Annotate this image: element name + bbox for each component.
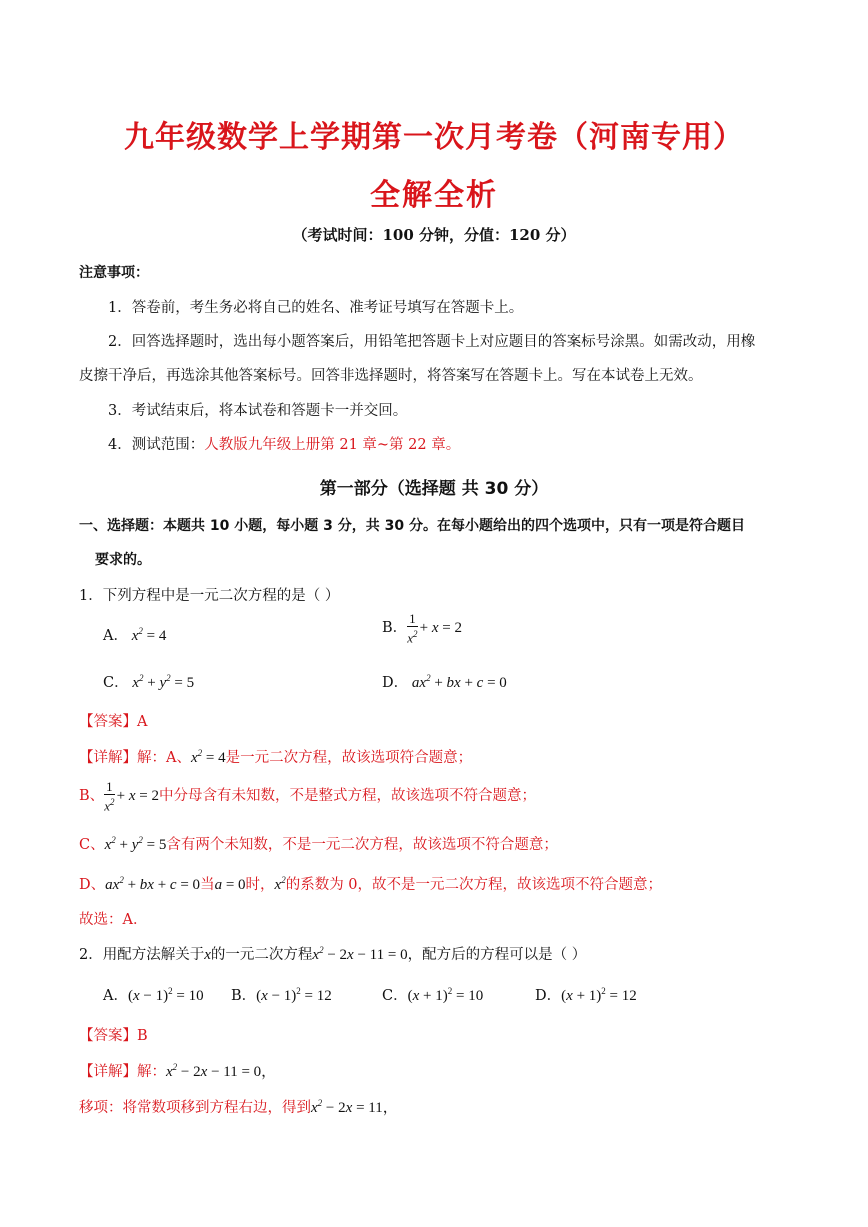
notice-item-3: 3．考试结束后，将本试卷和答题卡一并交回。: [108, 403, 408, 419]
notice-item-1: 1．答卷前，考生务必将自己的姓名、准考证号填写在答题卡上。: [108, 300, 524, 316]
q1-option-b-equation: $\frac{1}{x^2}$ + x = 2: [407, 611, 463, 646]
q2-option-c: [382, 984, 483, 1005]
q1-option-d-equation: $ax^2$ + bx + c = 0: [408, 673, 507, 691]
notice-heading: 注意事项：: [79, 265, 149, 281]
section-intro-line-2: 要求的。: [95, 552, 151, 568]
q2-stem-suffix: ，配方后的方程可以是（ ）: [407, 947, 587, 963]
notice-item-4: [108, 433, 460, 454]
q2-detail: [79, 1060, 276, 1081]
q1-detail-d-equation: $ax^2$ + bx + c = 0: [105, 875, 201, 893]
q1-detail-b-prefix: B、: [79, 788, 105, 805]
q1-conclusion: 故选：A．: [79, 912, 148, 928]
q2-option-a-equation: $(x - 1)^2 = 10$: [127, 986, 204, 1004]
q1-detail-c-equation: $x^2 + y^2 = 5$: [104, 835, 167, 853]
notice-item-2-line-1: 2．回答选择题时，选出每小题答案后，用铅笔把答题卡上对应题目的答案标号涂黑。如需改动，用橡: [108, 334, 756, 350]
q1-detail-b-text: 中分母含有未知数，不是整式方程，故该选项不符合题意；: [159, 788, 537, 805]
section-title: 第一部分（选择题 共 30 分）: [319, 479, 549, 499]
q2-stem-mid: 的一元二次方程: [210, 947, 313, 963]
q2-option-a: [103, 984, 204, 1005]
q1-option-d: [382, 671, 507, 692]
q1-detail-c-prefix: C、: [79, 837, 105, 853]
q2-move-prefix: 移项：将常数项移到方程右边，得到: [79, 1100, 311, 1116]
q1-detail-a-prefix: 解：A、: [137, 750, 191, 766]
test-range: 人教版九年级上册第 21 章~第 22 章。: [204, 437, 461, 453]
q1-detail-d-mid: 时，: [245, 877, 275, 893]
q1-option-c: [103, 671, 194, 692]
q2-option-b: [231, 984, 332, 1005]
q1-detail-c-text: 含有两个未知数，不是一元二次方程，故该选项不符合题意；: [166, 837, 558, 853]
q1-option-b-label: B．: [382, 620, 408, 637]
q2-stem-variable: x: [204, 947, 211, 963]
q1-option-a-equation: $x^2 = 4$: [127, 626, 167, 644]
notice-item-2-line-2: 皮擦干净后，再选涂其他答案标号。回答非选择题时，将答案写在答题卡上。写在本试卷上无效。: [79, 368, 703, 384]
q1-detail-a: [79, 746, 472, 767]
q2-option-a-label: A．: [103, 988, 128, 1004]
q2-option-d-equation: $(x + 1)^2 = 12$: [561, 986, 637, 1004]
q1-detail-d-term: $x^2$: [274, 875, 286, 893]
page-title: 九年级数学上学期第一次月考卷（河南专用）: [124, 120, 744, 155]
q1-answer: 【答案】A: [79, 714, 148, 730]
q2-move-equation: $x^2 - 2x = 11$，: [311, 1098, 398, 1116]
q1-detail-d-text: 的系数为 0，故不是一元二次方程，故该选项不符合题意；: [285, 877, 663, 893]
q1-detail-d: [79, 873, 662, 894]
q1-option-d-label: D．: [382, 675, 409, 691]
q2-option-d: [535, 984, 637, 1005]
q2-option-b-label: B．: [231, 988, 257, 1004]
q1-option-b: [382, 612, 462, 645]
q1-detail-a-text: 是一元二次方程，故该选项符合题意；: [225, 750, 473, 766]
q2-stem-prefix: 2．用配方法解关于: [79, 947, 205, 963]
q1-option-c-equation: $x^2 + y^2 = 5$: [128, 673, 195, 691]
q2-stem: [79, 943, 586, 964]
q1-detail-c: [79, 833, 558, 854]
q1-detail-b: [79, 780, 536, 813]
q1-option-c-label: C．: [103, 675, 129, 691]
q2-answer: 【答案】B: [79, 1028, 148, 1044]
q2-stem-equation: $x^2 - 2x - 11 = 0$: [312, 945, 408, 963]
q2-move-step: [79, 1096, 398, 1117]
q2-option-d-label: D．: [535, 988, 562, 1004]
notice-item-4-prefix: 4．测试范围：: [108, 437, 205, 453]
page-subtitle: 全解全析: [370, 178, 498, 213]
q1-detail-d-condition: a = 0: [214, 877, 246, 893]
q2-detail-label: 【详解】: [79, 1064, 137, 1080]
q2-option-c-label: C．: [382, 988, 408, 1004]
q1-detail-a-equation: $x^2 = 4$: [190, 748, 226, 766]
q1-detail-d-prefix: D、: [79, 877, 106, 893]
q2-detail-equation: $x^2 - 2x - 11 = 0$，: [166, 1062, 277, 1080]
q2-detail-text: 解：: [137, 1064, 166, 1080]
exam-info: （考试时间：100 分钟，分值：120 分）: [292, 226, 576, 244]
q1-detail-label: 【详解】: [79, 750, 137, 766]
q2-option-b-equation: $(x - 1)^2 = 12$: [256, 986, 332, 1004]
q1-detail-d-when: 当: [200, 877, 215, 893]
section-intro-line-1: 一、选择题：本题共 10 小题，每小题 3 分，共 30 分。在每小题给出的四个选项中，只有一项是符合题目: [79, 518, 745, 534]
q1-option-a-label: A．: [103, 628, 128, 644]
q1-stem: 1．下列方程中是一元二次方程的是（ ）: [79, 588, 340, 604]
q1-detail-b-equation: $\frac{1}{x^2}$ + x = 2: [104, 779, 160, 814]
q2-option-c-equation: $(x + 1)^2 = 10$: [407, 986, 484, 1004]
q1-option-a: [103, 624, 166, 645]
